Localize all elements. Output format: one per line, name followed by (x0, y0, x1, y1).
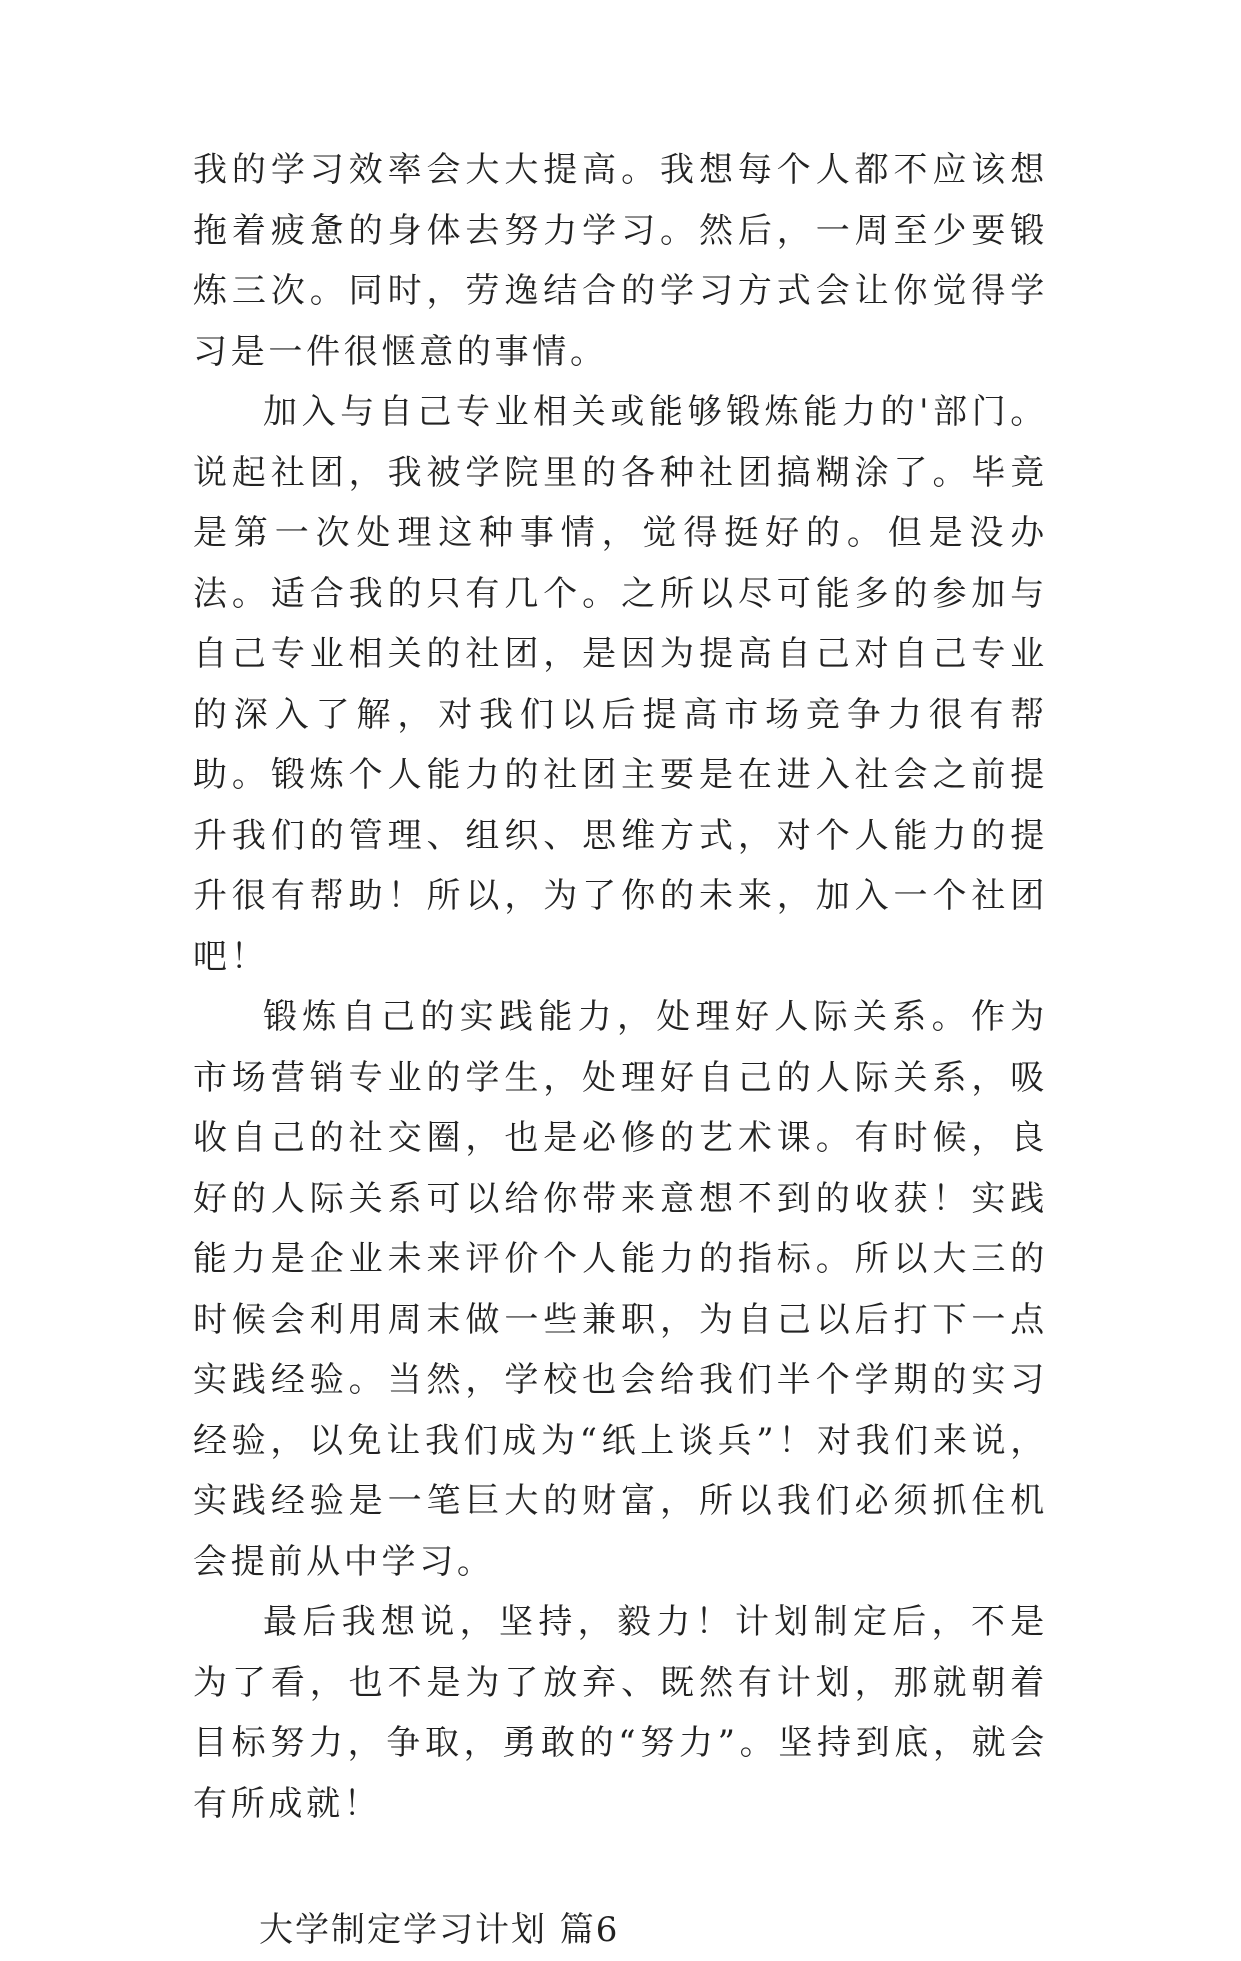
paragraph-practice-skills: 锻炼自己的实践能力，处理好人际关系。作为市场营销专业的学生，处理好自己的人际关系，吸收自己的社交圈，也是必修的艺术课。有时候，良好的人际关系可以给你带来意想不到的收获！实践能力是企业未来评价个人能力的指标。所以大三的时候会利用周末做一些兼职，为自己以后打下一点实践经验。当然，学校也会给我们半个学期的实习经验，以免让我们成为“纸上谈兵”！对我们来说，实践经验是一笔巨大的财富，所以我们必须抓住机会提前从中学习。 (193, 997, 1048, 1582)
document-body (193, 140, 1048, 1961)
section-heading: 大学制定学习计划 篇6 (259, 1910, 620, 1950)
paragraph-conclusion: 最后我想说，坚持，毅力！计划制定后，不是为了看，也不是为了放弃、既然有计划，那就朝着目标努力，争取，勇敢的“努力”。坚持到底，就会有所成就！ (193, 1602, 1048, 1824)
paragraph-continued: 我的学习效率会大大提高。我想每个人都不应该想拖着疲惫的身体去努力学习。然后，一周至少要锻炼三次。同时，劳逸结合的学习方式会让你觉得学习是一件很惬意的事情。 (193, 150, 1048, 372)
paragraph-join-clubs: 加入与自己专业相关或能够锻炼能力的'部门。说起社团，我被学院里的各种社团搞糊涂了。毕竟是第一次处理这种事情，觉得挺好的。但是没办法。适合我的只有几个。之所以尽可能多的参加与自己专业相关的社团，是因为提高自己对自己专业的深入了解，对我们以后提高市场竞争力很有帮助。锻炼个人能力的社团主要是在进入社会之前提升我们的管理、组织、思维方式，对个人能力的提升很有帮助！所以，为了你的未来，加入一个社团吧！ (193, 392, 1048, 977)
